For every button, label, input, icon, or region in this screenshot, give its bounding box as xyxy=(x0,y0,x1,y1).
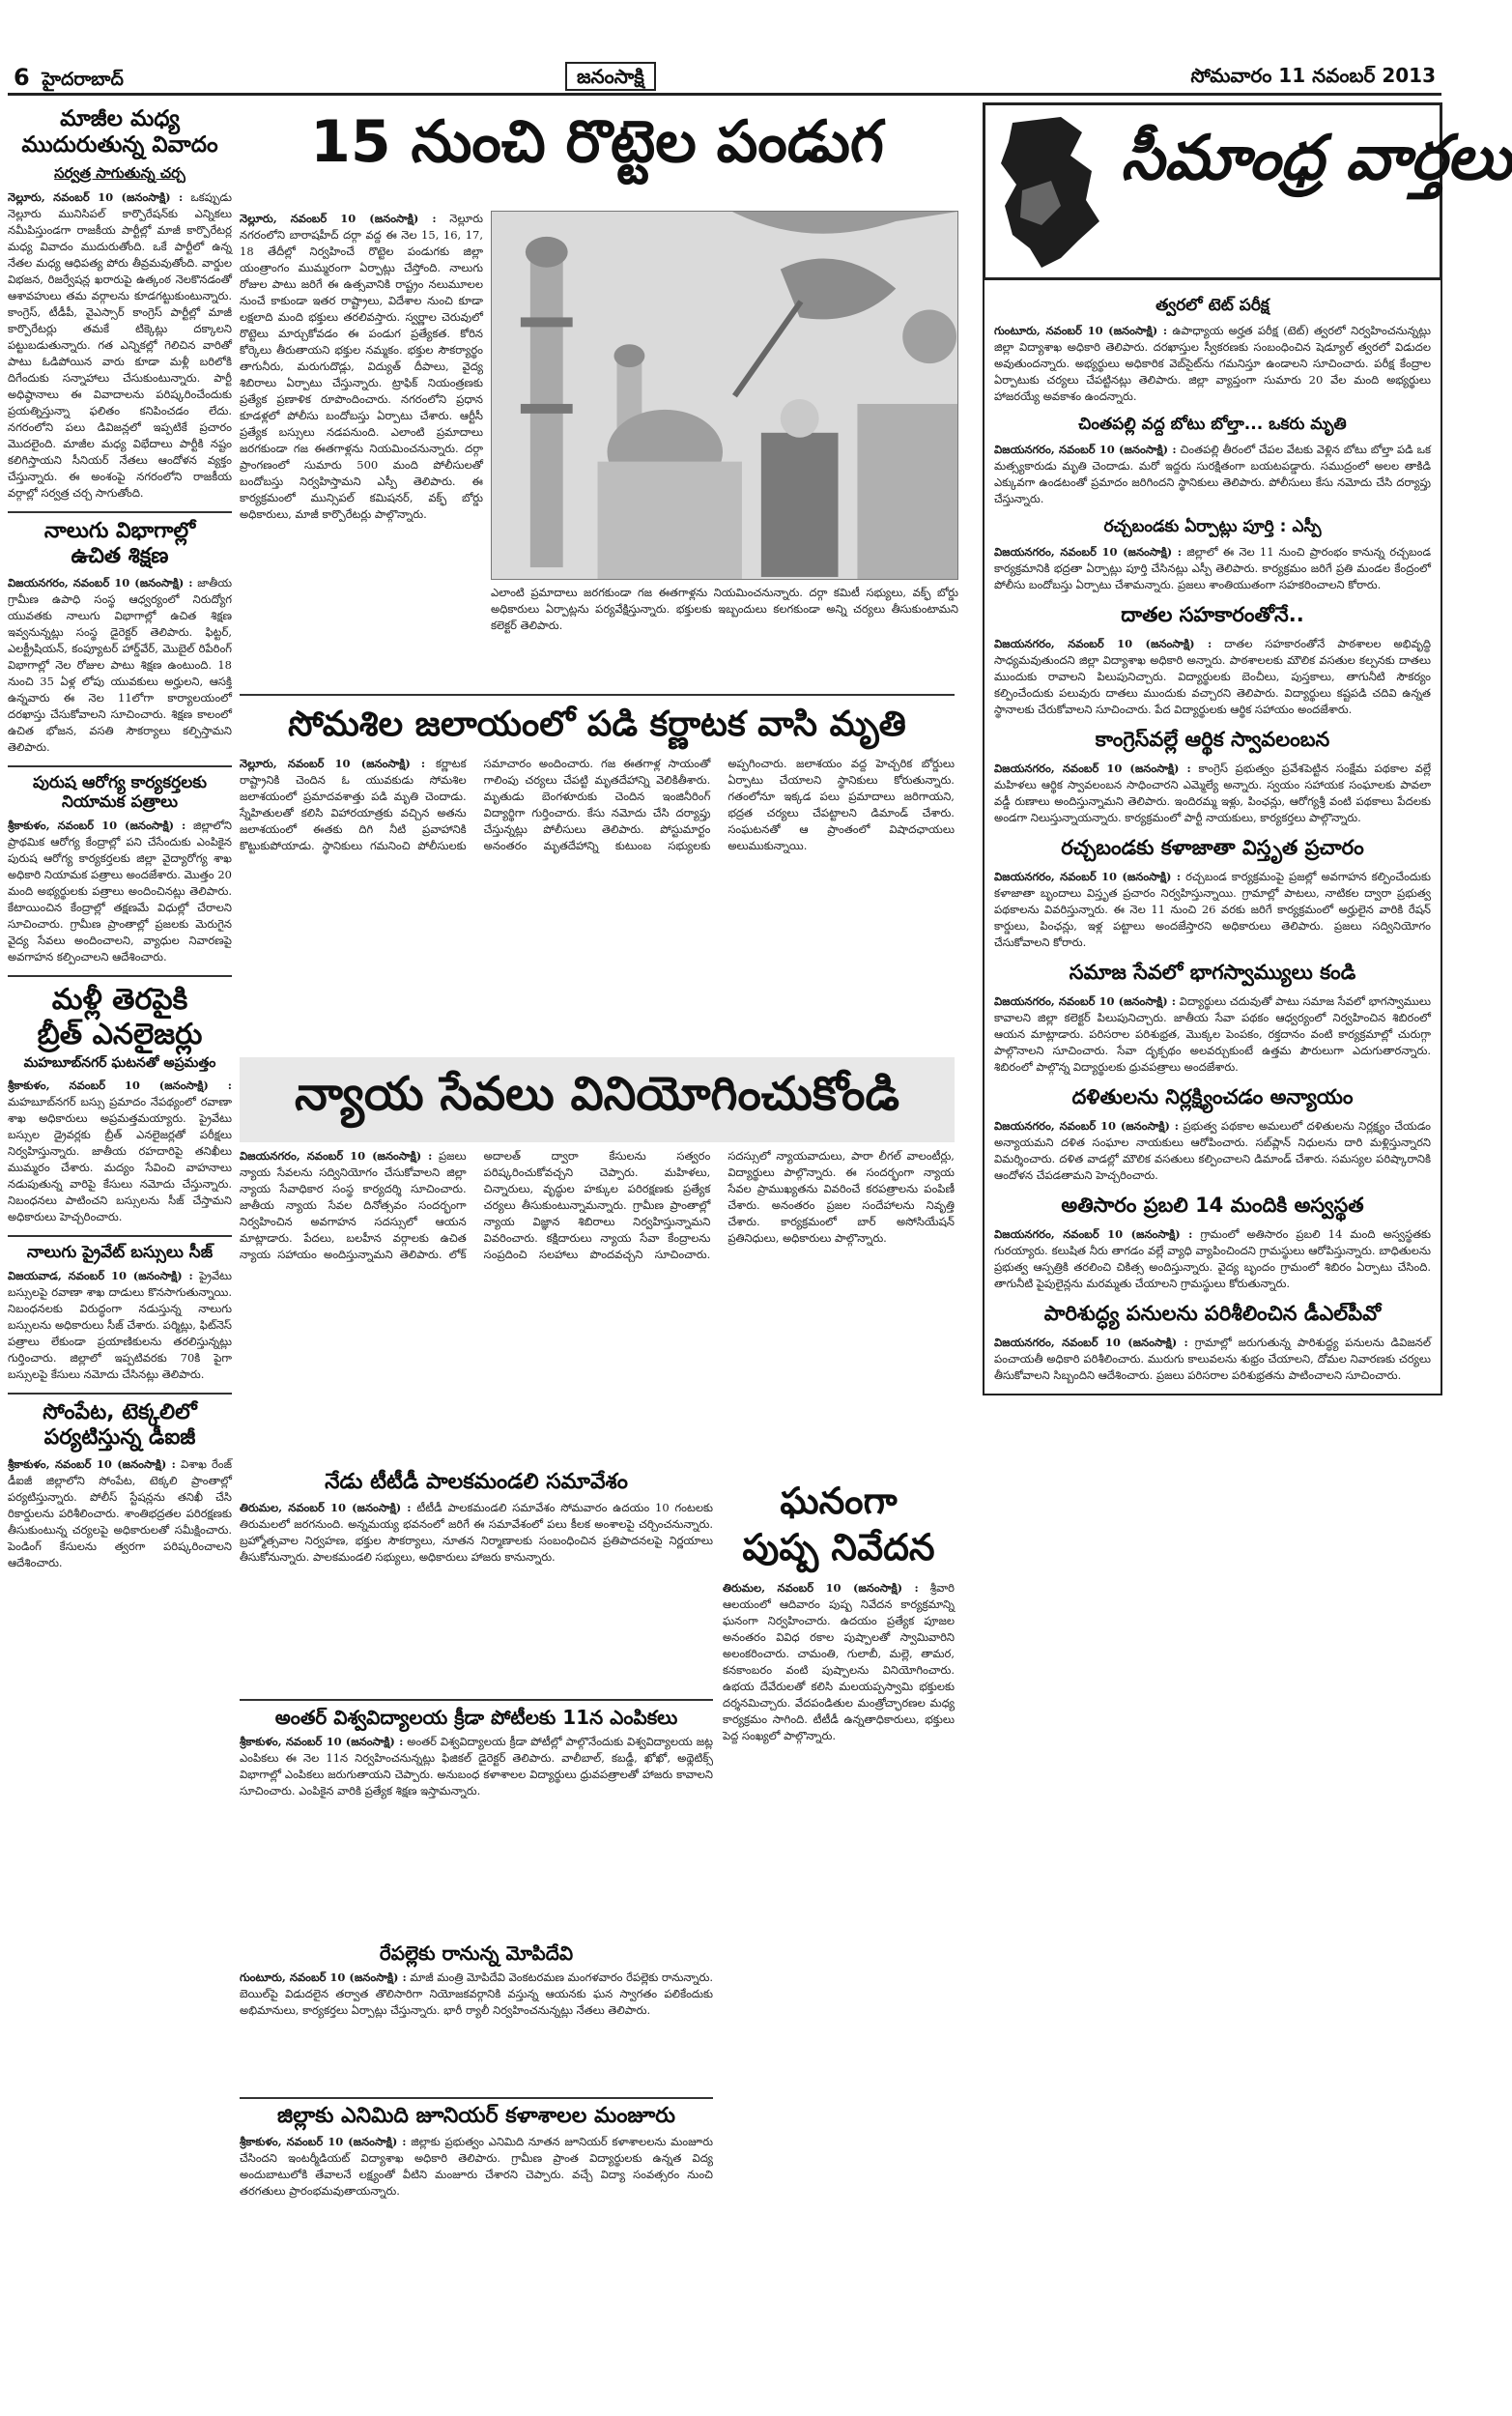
headline-line1: నాలుగు విభాగాల్లో xyxy=(43,519,196,544)
article-dateline: నెల్లూరు, నవంబర్ 10 (జనంసాక్షి) : xyxy=(8,190,184,205)
article-breath-analyzers xyxy=(8,983,232,1225)
article-body xyxy=(240,1500,713,1566)
article-dateline: విజయనగరం, నవంబర్ 10 (జనంసాక్షి) : xyxy=(8,576,193,590)
article-diarrhoea xyxy=(994,1194,1431,1292)
article-headline: కాంగ్రెస్‌వల్లే ఆర్థిక స్వావలంబన xyxy=(1095,728,1330,751)
article-dateline: విజయనగరం, నవంబర్ 10 (జనంసాక్షి) : xyxy=(994,545,1182,559)
article-text: ప్రజలు న్యాయ సేవలను సద్వినియోగం చేసుకోవాలని జిల్లా న్యాయ సేవాధికార సంస్థ కార్యదర్శి సూచించారు. జాతీయ న్యాయ సేవల దినోత్సవం సందర్భంగా నిర్వహించిన అవగాహన సదస్సులో ఆయన మాట్లాడారు. పేదలు, బలహీన వర్గాలకు ఉచిత న్యాయ సహాయం అందిస్తున్నామని తెలిపారు. లోక్‌ అదాలత్‌ ద్వారా కేసులను సత్వరం పరిష్కరించుకోవచ్చని చెప్పారు. మహిళలు, చిన్నారులు, వృద్ధుల హక్కుల పరిరక్షణకు ప్రత్యేక చర్యలు తీసుకుంటున్నామన్నారు. గ్రామీణ ప్రాంతాల్లో న్యాయ విజ్ఞాన శిబిరాలు నిర్వహిస్తున్నామని వివరించారు. కక్షిదారులు న్యాయ సేవా కేంద్రాలను సంప్రదించి సలహాలు పొందవచ్చని సూచించారు. సదస్సులో న్యాయవాదులు, పారా లీగల్‌ వాలంటీర్లు, విద్యార్థులు పాల్గొన్నారు. ఈ సందర్భంగా న్యాయ సేవల ప్రాముఖ్యతను వివరించే కరపత్రాలను పంపిణీ చేశారు. అనంతరం ప్రజల సందేహాలను నివృత్తి చేశారు. కార్యక్రమంలో బార్‌ అసోసియేషన్‌ ప్రతినిధులు, అధికారులు పాల్గొన్నారు. xyxy=(240,1149,955,1261)
article-body xyxy=(994,1118,1431,1184)
article-somasila xyxy=(240,756,955,1046)
mosque-photo xyxy=(491,211,958,580)
headline-line2: పుష్ప నివేదన xyxy=(742,1525,935,1568)
article-body xyxy=(240,2134,713,2200)
page-header-left xyxy=(14,64,124,95)
article-text: ప్రైవేటు బస్సులపై రవాణా శాఖ దాడులు కొనసాగుతున్నాయి. నిబంధనలకు విరుద్ధంగా నడుస్తున్న నాలుగు బస్సులను అధికారులు సీజ్‌ చేశారు. పర్మిట్లు, ఫిట్‌నెస్‌ పత్రాలు లేకుండా ప్రయాణికులను తరలిస్తున్నట్లు గుర్తించారు. జిల్లాలో ఇప్పటివరకు 70కి పైగా బస్సులపై కేసులు నమోదు చేసినట్లు తెలిపారు. xyxy=(8,1269,233,1382)
article-text: మాజీ మంత్రి మోపిదేవి వెంకటరమణ మంగళవారం రేపల్లెకు రానున్నారు. బెయిల్‌పై విడుదలైన తర్వాత తొలిసారిగా నియోజకవర్గానికి వస్తున్న ఆయనకు ఘన స్వాగతం పలికేందుకు అభిమానులు, కార్యకర్తలు ఏర్పాట్లు చేస్తున్నారు. భారీ ర్యాలీ నిర్వహించనున్నట్లు నేతలు తెలిపారు. xyxy=(240,1970,714,2017)
article-body xyxy=(994,323,1431,405)
article-headline: అంతర్‌ విశ్వవిద్యాలయ క్రీడా పోటీలకు 11న ఎంపికలు xyxy=(274,1706,678,1729)
article-headline xyxy=(8,1400,232,1451)
masthead xyxy=(0,62,1449,97)
article-dateline: విజయనగరం, నవంబర్ 10 (జనంసాక్షి) : xyxy=(994,1119,1179,1133)
article-donors xyxy=(994,603,1431,718)
article-sanitation xyxy=(994,1302,1431,1384)
article-body xyxy=(8,818,232,965)
article-headline: రేపల్లెకు రానున్న మోపిదేవి xyxy=(379,1941,574,1965)
article-headline xyxy=(8,106,232,158)
main-headline: 15 నుంచి రొట్టెల పండుగ xyxy=(310,108,884,176)
headline-line2: ఉచిత శిక్షణ xyxy=(71,544,169,569)
article-dalits xyxy=(994,1085,1431,1184)
article-dateline: శ్రీకాకుళం, నవంబర్ 10 (జనంసాక్షి) : xyxy=(240,2135,407,2149)
article-dateline: విజయనగరం, నవంబర్ 10 (జనంసాక్షి) : xyxy=(994,1227,1193,1241)
article-text: కర్ణాటక రాష్ట్రానికి చెందిన ఓ యువకుడు సోమశిల జలాశయంలో ప్రమాదవశాత్తు పడి మృతి చెందాడు. స్నేహితులతో కలిసి విహారయాత్రకు వచ్చిన అతను జలాశయంలో ఈతకు దిగి నీటి ప్రవాహానికి కొట్టుకుపోయాడు. స్థానికులు గమనించి పోలీసులకు సమాచారం అందించారు. గజ ఈతగాళ్ల సాయంతో గాలింపు చర్యలు చేపట్టి మృతదేహాన్ని వెలికితీశారు. మృతుడు బెంగళూరుకు చెందిన ఇంజినీరింగ్‌ విద్యార్థిగా గుర్తించారు. కేసు నమోదు చేసి దర్యాప్తు చేస్తున్నట్లు పోలీసులు తెలిపారు. పోస్టుమార్టం అనంతరం మృతదేహాన్ని కుటుంబ సభ్యులకు అప్పగించారు. జలాశయం వద్ద హెచ్చరిక బోర్డులు ఏర్పాటు చేయాలని స్థానికులు కోరుతున్నారు. గతంలోనూ ఇక్కడ పలు ప్రమాదాలు జరిగాయని, భద్రత చర్యలు చేపట్టాలని డిమాండ్‌ చేశారు. సంఘటనతో ఆ ప్రాంతంలో విషాదఛాయలు అలుముకున్నాయి. xyxy=(240,757,955,852)
article-body xyxy=(8,1268,232,1383)
article-text: జాతీయ గ్రామీణ ఉపాధి సంస్థ ఆధ్వర్యంలో నిరుద్యోగ యువతకు నాలుగు విభాగాల్లో ఉచిత శిక్షణ ఇవ్వనున్నట్లు సంస్థ డైరెక్టర్‌ తెలిపారు. ఫిట్టర్‌, ఎలక్ట్రీషియన్‌, కంప్యూటర్‌ హార్డ్‌వేర్‌, మొబైల్‌ రిపేరింగ్‌ విభాగాల్లో నెల రోజుల పాటు శిక్షణ ఉంటుంది. 18 నుంచి 35 ఏళ్ల లోపు యువకులు అర్హులని, ఆసక్తి ఉన్నవారు ఈ నెల 11లోగా కార్యాలయంలో దరఖాస్తు చేసుకోవాలని సూచించారు. శిక్షణ కాలంలో ఉచిత భోజన, వసతి సౌకర్యాలు కల్పిస్తామని తెలిపారు. xyxy=(8,576,232,755)
article-body xyxy=(994,761,1431,826)
headline-line2: పర్యటిస్తున్న డీఐజీ xyxy=(43,1425,196,1451)
article-body xyxy=(994,1335,1431,1384)
article-text: రచ్చబండ కార్యక్రమంపై ప్రజల్లో అవగాహన కల్పించేందుకు కళాజాతా బృందాలు విస్తృత ప్రచారం నిర్వహిస్తున్నాయి. గ్రామాల్లో పాటలు, నాటికల ద్వారా ప్రభుత్వ పథకాలను వివరిస్తున్నారు. ఈ నెల 11 నుంచి 26 వరకు జరిగే కార్యక్రమంలో అర్హులైన వారికి రేషన్‌ కార్డులు, పింఛన్లు, ఇళ్ల పట్టాలు అందజేస్తారని అధికారులు తెలిపారు. ప్రజలు సద్వినియోగం చేసుకోవాలని కోరారు. xyxy=(994,870,1431,949)
main-headline-block xyxy=(240,102,955,209)
article-headline xyxy=(8,519,232,569)
article-headline: దళితులను నిర్లక్ష్యించడం అన్యాయం xyxy=(1071,1085,1354,1108)
article-headline: అతిసారం ప్రబలి 14 మందికి అస్వస్థత xyxy=(1061,1194,1364,1217)
article-social-service xyxy=(994,961,1431,1076)
article-body xyxy=(240,1734,713,1799)
article-text: జిల్లాలో ఈ నెల 11 నుంచి ప్రారంభం కానున్న రచ్చబండ కార్యక్రమానికి భద్రతా ఏర్పాట్లు పూర్తి చేసినట్లు ఎస్పీ తెలిపారు. కార్యక్రమం జరిగే ప్రతి మండల కేంద్రంలో పోలీసు బందోబస్తు ఏర్పాటు చేశామన్నారు. ప్రజలు శాంతియుతంగా సహకరించాలని కోరారు. xyxy=(994,545,1432,591)
article-headline: త్వరలో టెట్‌ పరీక్ష xyxy=(1155,296,1270,315)
article-dateline: నెల్లూరు, నవంబర్ 10 (జనంసాక్షి) : xyxy=(240,212,437,225)
headline-line2: నియామక పత్రాలు xyxy=(61,792,179,813)
article-text: ఉపాధ్యాయ అర్హత పరీక్ష (టెట్‌) త్వరలో నిర్వహించనున్నట్లు జిల్లా విద్యాశాఖ అధికారి తెలిపారు. దరఖాస్తుల స్వీకరణకు సంబంధించిన షెడ్యూల్‌ త్వరలో విడుదల అవుతుందన్నారు. అభ్యర్థులు అధికారిక వెబ్‌సైట్‌ను గమనిస్తూ ఉండాలని సూచించారు. పరీక్ష కేంద్రాల ఏర్పాటుకు చర్యలు చేపట్టినట్లు తెలిపారు. జిల్లా వ్యాప్తంగా సుమారు 20 వేల మంది అభ్యర్థులు హాజరయ్యే అవకాశం ఉందన్నారు. xyxy=(994,324,1431,403)
article-dateline: విజయనగరం, నవంబర్ 10 (జనంసాక్షి) : xyxy=(994,762,1191,775)
headline-band-legal xyxy=(240,1057,955,1142)
article-text: దాతల సహకారంతోనే పాఠశాలల అభివృద్ధి సాధ్యమవుతుందని జిల్లా విద్యాశాఖ అధికారి అన్నారు. పాఠశాలలకు మౌలిక వసతుల కల్పనకు దాతలు ముందుకు రావాలని పిలుపునిచ్చారు. విద్యార్థులకు బెంచీలు, పుస్తకాలు, తాగునీటి సౌకర్యం కల్పించేందుకు పలువురు దాతలు ముందుకు వచ్చారని తెలిపారు. విద్యార్థులు కష్టపడి చదివి ఉన్నత స్థానాలకు చేరుకోవాలని సూచించారు. పేద విద్యార్థులకు ఆర్థిక సహాయం అందజేశారు. xyxy=(994,637,1432,716)
divider xyxy=(240,2097,713,2099)
divider xyxy=(8,1235,232,1237)
main-article-body xyxy=(240,211,483,578)
article-ttd-meeting xyxy=(240,1471,713,1688)
article-headline: నాలుగు ప్రైవేట్‌ బస్సులు సీజ్‌ xyxy=(26,1243,214,1263)
article-headline xyxy=(723,1479,955,1570)
article-headline: చింతపల్లి వద్ద బోటు బోల్తా... ఒకరు మృతి xyxy=(1078,415,1347,434)
headline-band-somasila xyxy=(240,688,955,752)
headline-line1: పురుష ఆరోగ్య కార్యకర్తలకు xyxy=(32,773,208,793)
article-body xyxy=(723,1580,955,1744)
article-dateline: శ్రీకాకుళం, నవంబర్ 10 (జనంసాక్షి) : xyxy=(240,1735,404,1748)
article-body xyxy=(994,442,1431,507)
article-congress xyxy=(994,728,1431,826)
left-column xyxy=(8,102,232,2412)
article-text: జిల్లాకు ప్రభుత్వం ఎనిమిది నూతన జూనియర్‌ కళాశాలలను మంజూరు చేసిందని ఇంటర్మీడియట్‌ విద్యాశాఖ అధికారి తెలిపారు. గ్రామీణ ప్రాంత విద్యార్థులకు ఉన్నత విద్య అందుబాటులోకి తేవాలనే లక్ష్యంతో వీటిని మంజూరు చేశారని చెప్పారు. వచ్చే విద్యా సంవత్సరం నుంచి తరగతులు ప్రారంభమవుతాయన్నారు. xyxy=(240,2135,714,2199)
main-article-continuation xyxy=(491,585,958,681)
article-text: విశాఖ రేంజ్‌ డీఐజీ జిల్లాలోని సోంపేట, టెక్కలి ప్రాంతాల్లో పర్యటిస్తున్నారు. పోలీస్‌ స్టేషన్లను తనిఖీ చేసి రికార్డులను పరిశీలించారు. శాంతిభద్రతల పరిరక్షణకు తీసుకుంటున్న చర్యలపై అధికారులతో సమీక్షించారు. పెండింగ్‌ కేసులను త్వరగా పరిష్కరించాలని ఆదేశించారు. xyxy=(8,1456,233,1569)
headline-line1: సోంపేట, టెక్కలిలో xyxy=(43,1400,197,1425)
divider xyxy=(240,1699,713,1701)
article-headline: సమాజ సేవలో భాగస్వామ్యులు కండి xyxy=(1069,961,1356,984)
article-body xyxy=(8,1456,232,1571)
article-body xyxy=(240,211,483,523)
article-text: మహబూబ్‌నగర్‌ బస్సు ప్రమాదం నేపథ్యంలో రవాణా శాఖ అధికారులు అప్రమత్తమయ్యారు. ప్రైవేటు బస్సుల డ్రైవర్లకు బ్రీత్‌ ఎనలైజర్లతో పరీక్షలు నిర్వహిస్తున్నారు. జాతీయ రహదారిపై తనిఖీలు ముమ్మరం చేశారు. మద్యం సేవించి వాహనాలు నడుపుతున్న వారిపై కేసులు నమోదు చేస్తున్నారు. నిబంధనలు పాటించని బస్సులను సీజ్‌ చేస్తామని అధికారులు హెచ్చరించారు. xyxy=(8,1095,232,1224)
article-body xyxy=(8,575,232,756)
article-headline xyxy=(8,983,232,1051)
article-body xyxy=(8,189,232,502)
headline-line1: ఘనంగా xyxy=(780,1480,898,1522)
article-text: అంతర్‌ విశ్వవిద్యాలయ క్రీడా పోటీల్లో పాల్గొనేందుకు విశ్వవిద్యాలయ జట్ల ఎంపికలు ఈ నెల 11న నిర్వహించనున్నట్లు ఫిజికల్‌ డైరెక్టర్‌ తెలిపారు. వాలీబాల్‌, కబడ్డీ, ఖోఖో, అథ్లెటిక్స్‌ విభాగాల్లో ఎంపికలు జరుగుతాయని చెప్పారు. అనుబంధ కళాశాలల విద్యార్థులు ధ్రువపత్రాలతో హాజరు కావాలని సూచించారు. ఎంపికైన వారికి ప్రత్యేక శిక్షణ ఇస్తామన్నారు. xyxy=(240,1735,713,1798)
article-dateline: తిరుమల, నవంబర్ 10 (జనంసాక్షి) : xyxy=(723,1581,919,1595)
article-health-workers xyxy=(8,773,232,965)
article-dateline: గుంటూరు, నవంబర్ 10 (జనంసాక్షి) : xyxy=(240,1970,407,1984)
article-body xyxy=(240,756,955,854)
article-dateline: శ్రీకాకుళం, నవంబర్ 10 (జనంసాక్షి) : xyxy=(8,1079,232,1093)
article-dateline: విజయనగరం, నవంబర్ 10 (జనంసాక్షి) : xyxy=(994,870,1182,883)
headline-line1: మాజీల మధ్య xyxy=(60,106,180,131)
article-body xyxy=(994,869,1431,951)
article-text: శ్రీవారి ఆలయంలో ఆదివారం పుష్ప నివేదన కార్యక్రమాన్ని ఘనంగా నిర్వహించారు. ఉదయం ప్రత్యేక పూజల అనంతరం వివిధ రకాల పుష్పాలతో స్వామివారిని అలంకరించారు. చామంతి, గులాబీ, మల్లె, తామర, కనకాంబరం వంటి పుష్పాలను వినియోగించారు. ఉభయ దేవేరులతో కలిసి మలయప్పస్వామి భక్తులకు దర్శనమిచ్చారు. వేదపండితుల మంత్రోచ్ఛారణల మధ్య కార్యక్రమం సాగింది. టీటీడీ ఉన్నతాధికారులు, భక్తులు పెద్ద సంఖ్యలో పాల్గొన్నారు. xyxy=(723,1581,955,1742)
article-dateline: విజయవాడ, నవంబర్ 10 (జనంసాక్షి) : xyxy=(8,1269,193,1283)
headline-line2: బ్రీత్‌ ఎనలైజర్లు xyxy=(37,1017,203,1051)
article-boat-capsize xyxy=(994,415,1431,507)
divider xyxy=(240,694,955,696)
headline-line1: మళ్లీ తెరపైకి xyxy=(51,983,188,1018)
photo-illustration xyxy=(492,212,957,579)
article-text: ఒకప్పుడు నెల్లూరు మునిసిపల్‌ కార్పొరేషన్‌కు ఎన్నికలు నమీపిస్తుండగా రాజకీయ పార్టీల్లో మాజీ కార్పొరేటర్ల మధ్య వివాదం ముదురుతోంది. ఒకే పార్టీలో ఉన్న నేతల మధ్య ఆధిపత్య పోరు తీవ్రమవుతోంది. వార్డుల విభజన, రిజర్వేషన్ల ఖరారుపై ఉత్కంఠ నెలకొనడంతో ఆశావహులు తమ వర్గాలను కూడగట్టుకుంటున్నారు. కాంగ్రెస్‌, టీడీపీ, వైఎస్సార్‌ కాంగ్రెస్‌ పార్టీల్లో మాజీ కార్పొరేటర్లు తమకే టిక్కెట్లు దక్కాలని పట్టుబడుతున్నారు. గత ఎన్నికల్లో గెలిచిన వారితో పాటు ఓడిపోయిన వారు కూడా మళ్లీ బరిలోకి దిగేందుకు సన్నాహాలు చేసుకుంటున్నారు. పార్టీ అధిష్ఠానాలు ఈ వివాదాలను పరిష్కరించేందుకు ప్రయత్నిస్తున్నా ఫలితం కనిపించడం లేదు. నగరంలోని పలు డివిజన్లలో ఇప్పటికే ప్రచారం మొదలైంది. మాజీల మధ్య విభేదాలు పార్టీకి నష్టం కలిగిస్తాయని సీనియర్‌ నేతలు ఆందోళన వ్యక్తం చేస్తున్నారు. ఈ అంశంపై నగరంలోని రాజకీయ వర్గాల్లో సర్వత్ర చర్చ సాగుతోంది. xyxy=(8,190,232,501)
divider xyxy=(8,975,232,977)
article-ex-corporators xyxy=(8,106,232,502)
article-text: కాంగ్రెస్‌ ప్రభుత్వం ప్రవేశపెట్టిన సంక్షేమ పథకాల వల్లే మహిళలు ఆర్థిక స్వావలంబన సాధించారని ఎమ్మెల్యే అన్నారు. స్వయం సహాయక సంఘాలకు పావలా వడ్డీ రుణాలు అందిస్తున్నామని తెలిపారు. ఇందిరమ్మ ఇళ్లు, పింఛన్లు, ఆరోగ్యశ్రీ వంటి పథకాలు పేదలకు అండగా నిలుస్తున్నాయన్నారు. కార్యక్రమంలో పార్టీ నాయకులు, కార్యకర్తలు పాల్గొన్నారు. xyxy=(994,762,1431,824)
article-text: ప్రభుత్వ పథకాల అమలులో దళితులను నిర్లక్ష్యం చేయడం అన్యాయమని దళిత సంఘాల నాయకులు ఆరోపించారు. సబ్‌ప్లాన్‌ నిధులను దారి మళ్లిస్తున్నారని విమర్శించారు. దళిత వాడల్లో మౌలిక వసతులు కల్పించాలని డిమాండ్‌ చేశారు. సమస్యల పరిష్కారానికి ఆందోళన చేపడతామని హెచ్చరించారు. xyxy=(994,1119,1432,1182)
article-dateline: గుంటూరు, నవంబర్ 10 (జనంసాక్షి) : xyxy=(994,324,1168,337)
article-body-continued: ఎలాంటి ప్రమాదాలు జరగకుండా గజ ఈతగాళ్లను నియమించనున్నారు. దర్గా కమిటీ సభ్యులు, వక్ఫ్‌ బోర్డు అధికారులు ఏర్పాట్లను పర్యవేక్షిస్తున్నారు. భక్తులకు ఇబ్బందులు కలగకుండా అన్ని చర్యలు తీసుకుంటామని కలెక్టర్‌ తెలిపారు. xyxy=(491,586,958,632)
article-subhead: మహబూబ్‌నగర్‌ ఘటనతో అప్రమత్తం xyxy=(23,1055,216,1072)
article-text: విద్యార్థులు చదువుతో పాటు సమాజ సేవలో భాగస్వాములు కావాలని జిల్లా కలెక్టర్‌ పిలుపునిచ్చారు. జాతీయ సేవా పథకం ఆధ్వర్యంలో నిర్వహించిన శిబిరంలో ఆయన మాట్లాడారు. పరిసరాల పరిశుభ్రత, మొక్కల పెంపకం, రక్తదానం వంటి కార్యక్రమాల్లో చురుగ్గా పాల్గొనాలని సూచించారు. సేవా దృక్పథం అలవర్చుకుంటే ఉత్తమ పౌరులుగా ఎదుగుతారన్నారు. శిబిరంలో పాల్గొన్న విద్యార్థులకు ధ్రువపత్రాలు అందజేశారు. xyxy=(994,994,1431,1074)
seemandhra-section-header xyxy=(983,102,1512,280)
article-dig-tour xyxy=(8,1400,232,1571)
article-text: చింతపల్లి తీరంలో చేపల వేటకు వెళ్లిన బోటు బోల్తా పడి ఒక మత్స్యకారుడు మృతి చెందాడు. మరో ఇద్దరు సురక్షితంగా బయటపడ్డారు. సముద్రంలో అలల తాకిడి ఎక్కువగా ఉండటంతో ప్రమాదం జరిగిందని స్థానికులు తెలిపారు. పోలీసులు కేసు నమోదు చేసి దర్యాప్తు చేస్తున్నారు. xyxy=(994,443,1431,505)
article-dateline: విజయనగరం, నవంబర్ 10 (జనంసాక్షి) : xyxy=(994,994,1177,1008)
article-headline: రచ్చబండకు కళాజాతా విస్తృత ప్రచారం xyxy=(1061,836,1364,859)
article-headline: నేడు టీటీడీ పాలకమండలి సమావేశం xyxy=(325,1470,628,1494)
article-body xyxy=(240,1148,955,1263)
divider xyxy=(8,511,232,513)
article-headline xyxy=(8,773,232,812)
article-dateline: శ్రీకాకుళం, నవంబర్ 10 (జనంసాక్షి) : xyxy=(8,819,186,833)
article-headline: జిల్లాకు ఎనిమిది జూనియర్‌ కళాశాలల మంజూరు xyxy=(277,2104,675,2128)
article-dateline: నెల్లూరు, నవంబర్ 10 (జనంసాక్షి) : xyxy=(240,757,426,770)
article-kalajatha xyxy=(994,836,1431,951)
article-headline: పారిశుద్ధ్య పనులను పరిశీలించిన డీఎల్‌పీవో xyxy=(1043,1302,1382,1325)
article-rachabanda-arrangements xyxy=(994,517,1431,593)
article-headline: సోమశిల జలాయంలో పడి కర్ణాటక వాసి మృతి xyxy=(288,705,906,744)
article-text: జిల్లాలోని ప్రాథమిక ఆరోగ్య కేంద్రాల్లో పని చేసేందుకు ఎంపికైన పురుష ఆరోగ్య కార్యకర్తలకు జిల్లా వైద్యారోగ్య శాఖ అధికారి నియామక పత్రాలు అందజేశారు. మొత్తం 20 మంది అభ్యర్థులకు పత్రాలు అందించినట్లు తెలిపారు. కేటాయించిన కేంద్రాల్లో తక్షణమే విధుల్లో చేరాలని సూచించారు. గ్రామీణ ప్రాంతాల్లో ప్రజలకు మెరుగైన వైద్య సేవలు అందించాలని, వ్యాధుల నివారణపై అవగాహన కల్పించాలని ఆదేశించారు. xyxy=(8,819,233,964)
right-column xyxy=(983,102,1512,1395)
article-body xyxy=(8,1078,232,1225)
article-sports xyxy=(240,1693,713,1940)
article-body xyxy=(994,1226,1431,1292)
article-tet-exam xyxy=(994,296,1431,405)
page-number: 6 xyxy=(14,64,30,91)
andhra-map-icon xyxy=(993,113,1115,272)
article-subhead: సర్వత్ర సాగుతున్న చర్చ xyxy=(54,164,185,183)
article-legal-services xyxy=(240,1148,955,1467)
article-headline: రచ్చబండకు ఏర్పాట్లు పూర్తి : ఎస్పీ xyxy=(1103,517,1322,536)
section-title: సీమాంధ్ర వార్తలు xyxy=(1121,123,1512,194)
edition-city: హైదరాబాద్ xyxy=(42,69,124,90)
article-dateline: విజయనగరం, నవంబర్ 10 (జనంసాక్షి) : xyxy=(994,1336,1188,1349)
article-junior-colleges xyxy=(240,2091,713,2410)
article-text: టీటీడీ పాలకమండలి సమావేశం సోమవారం ఉదయం 10 గంటలకు తిరుమలలో జరగనుంది. అన్నమయ్య భవనంలో జరిగే ఈ సమావేశంలో పలు కీలక అంశాలపై చర్చించనున్నారు. బ్రహ్మోత్సవాల నిర్వహణ, భక్తుల సౌకర్యాలు, నూతన నిర్మాణాలకు సంబంధించిన ప్రతిపాదనలపై నిర్ణయాలు తీసుకోనున్నారు. పాలకమండలి సభ్యులు, అధికారులు హాజరు కానున్నారు. xyxy=(240,1501,713,1565)
article-dateline: విజయనగరం, నవంబర్ 10 (జనంసాక్షి) : xyxy=(994,443,1177,456)
article-buses-seized xyxy=(8,1243,232,1383)
article-body xyxy=(994,544,1431,593)
headline-line2: ముదురుతున్న వివాదం xyxy=(21,132,218,158)
article-text: నెల్లూరు నగరంలోని బారాషహీద్‌ దర్గా వద్ద ఈ నెల 15, 16, 17, 18 తేదీల్లో నిర్వహించే రొట్టెల పండుగకు జిల్లా యంత్రాంగం ముమ్మరంగా ఏర్పాట్లు చేస్తోంది. నాలుగు రోజుల పాటు జరిగే ఈ ఉత్సవానికి రాష్ట్రం నలుమూలల నుంచే కాకుండా ఇతర రాష్ట్రాలు, విదేశాల నుంచి కూడా లక్షలాది మంది భక్తులు తరలివస్తారు. స్వర్ణాల చెరువులో రొట్టెలు మార్చుకోవడం ఈ పండుగ ప్రత్యేకత. కోరిన కోర్కెలు తీరుతాయని భక్తుల నమ్మకం. భక్తుల సౌకర్యార్థం తాగునీరు, మరుగుదొడ్లు, విద్యుత్‌ దీపాలు, వైద్య శిబిరాలు ఏర్పాటు చేస్తున్నారు. ట్రాఫిక్‌ నియంత్రణకు ప్రత్యేక ప్రణాళిక రూపొందించారు. నగరంలోని ప్రధాన కూడళ్లలో పోలీసు బందోబస్తు ఏర్పాటు చేశారు. ఆర్టీసీ ప్రత్యేక బస్సులు నడపనుంది. ఎలాంటి ప్రమాదాలు జరగకుండా గజ ఈతగాళ్లను నియమించనున్నారు. దర్గా ప్రాంగణంలో సుమారు 500 మంది పోలీసులతో బందోబస్తు నిర్వహిస్తామని ఎస్పీ తెలిపారు. ఈ కార్యక్రమంలో మున్సిపల్‌ కమిషనర్‌, వక్ఫ్‌ బోర్డు అధికారులు, మాజీ కార్పొరేటర్లు పాల్గొన్నారు. xyxy=(240,212,483,521)
article-body xyxy=(994,636,1431,718)
article-body xyxy=(994,993,1431,1076)
newspaper-logo: జనంసాక్షి xyxy=(565,62,656,91)
header-rule xyxy=(8,93,1441,96)
article-free-training xyxy=(8,519,232,756)
issue-date: సోమవారం 11 నవంబర్ 2013 xyxy=(1190,64,1436,87)
divider xyxy=(8,1393,232,1395)
article-text: గ్రామాల్లో జరుగుతున్న పారిశుద్ధ్య పనులను డివిజనల్‌ పంచాయతీ అధికారి పరిశీలించారు. మురుగు కాలువలను శుభ్రం చేయాలని, దోమల నివారణకు చర్యలు తీసుకోవాలని సిబ్బందిని ఆదేశించారు. ప్రజలు పరిసరాల పరిశుభ్రతను పాటించాలని సూచించారు. xyxy=(994,1336,1431,1382)
article-headline: దాతల సహకారంతోనే.. xyxy=(1121,603,1304,626)
article-text: గ్రామంలో అతిసారం ప్రబలి 14 మంది అస్వస్థతకు గురయ్యారు. కలుషిత నీరు తాగడం వల్లే వ్యాధి వ్యాపించిందని గ్రామస్థులు ఆరోపిస్తున్నారు. బాధితులను ప్రభుత్వ ఆస్పత్రికి తరలించి చికిత్స అందిస్తున్నారు. వైద్య బృందం గ్రామంలో శిబిరం ఏర్పాటు చేసింది. తాగునీటి పైపులైన్లను మరమ్మతు చేయాలని గ్రామస్థులు కోరుతున్నారు. xyxy=(994,1227,1431,1290)
article-dateline: విజయనగరం, నవంబర్ 10 (జనంసాక్షి) : xyxy=(240,1149,433,1163)
divider xyxy=(8,765,232,767)
article-mopidevi xyxy=(240,1942,713,2087)
article-pushpa-nivedana xyxy=(723,1479,955,2410)
article-body xyxy=(240,1970,713,2019)
article-headline: న్యాయ సేవలు వినియోగించుకోండి xyxy=(295,1067,899,1121)
article-dateline: విజయనగరం, నవంబర్ 10 (జనంసాక్షి) : xyxy=(994,637,1212,650)
seemandhra-news-box xyxy=(983,280,1442,1395)
article-dateline: తిరుమల, నవంబర్ 10 (జనంసాక్షి) : xyxy=(240,1501,412,1515)
article-dateline: శ్రీకాకుళం, నవంబర్ 10 (జనంసాక్షి) : xyxy=(8,1456,176,1471)
